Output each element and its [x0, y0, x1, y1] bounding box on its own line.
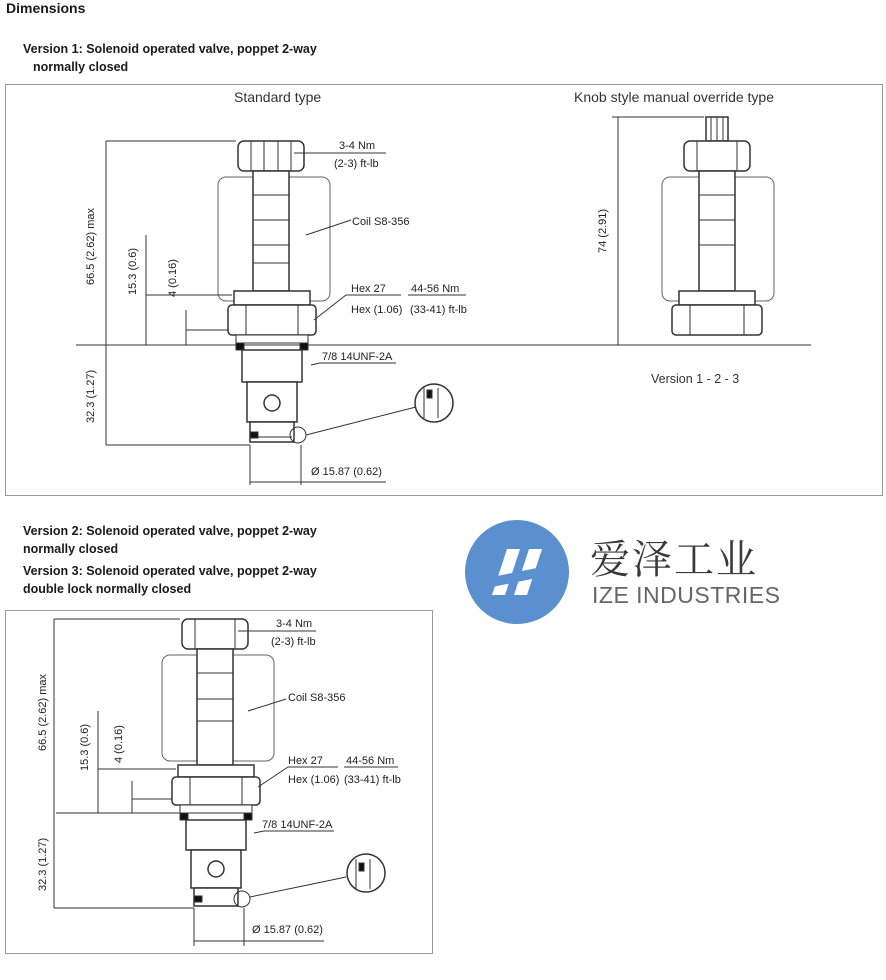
label-dia: Ø 15.87 (0.62) [311, 466, 382, 478]
brand-chinese: 爱泽工业 [590, 537, 758, 583]
p2-label-thread: 7/8 14UNF-2A [262, 819, 333, 831]
section2-heading [23, 522, 317, 598]
p2-label-torque-top: 3-4 Nm [276, 618, 313, 630]
label-dim-74: 74 (2.91) [597, 208, 609, 253]
label-torque-hex: 44-56 Nm [411, 283, 460, 295]
p2-label-torque-hex: 44-56 Nm [346, 755, 395, 767]
caption-standard-type: Standard type [234, 89, 322, 105]
p2-label-torque-top-ft: (2-3) ft-lb [271, 636, 316, 648]
label-dim-4: 4 (0.16) [167, 259, 179, 297]
section1-heading [23, 40, 317, 76]
valve-diagram-version2-3 [6, 611, 432, 953]
section2-v2-line1: Version 2: Solenoid operated valve, poppet 2-way [23, 524, 317, 538]
brand-logo-icon [462, 517, 572, 627]
brand-logo [462, 517, 572, 627]
valve-diagram-version1 [6, 85, 882, 495]
brand-english: IZE INDUSTRIES [592, 582, 781, 608]
diagram-panel-version2-3 [5, 610, 433, 954]
p2-label-torque-hex-ft: (33-41) ft-lb [344, 774, 401, 786]
label-hex-in: Hex (1.06) [351, 304, 403, 316]
p2-label-dim-32: 32.3 (1.27) [37, 837, 49, 891]
label-torque-top: 3-4 Nm [339, 140, 376, 152]
section2-v3-line1: Version 3: Solenoid operated valve, poppet 2-way [23, 564, 317, 578]
p2-label-dim-max: 66.5 (2.62) max [37, 673, 49, 751]
section2-v2-line2: normally closed [23, 542, 119, 556]
section1-heading-line1: Version 1: Solenoid operated valve, poppet 2-way [23, 42, 317, 56]
diagram-panel-version1 [5, 84, 883, 496]
p2-label-hex: Hex 27 [288, 755, 323, 767]
p2-label-dim-4: 4 (0.16) [113, 725, 125, 763]
label-coil: Coil S8-356 [352, 216, 410, 228]
p2-label-hex-in: Hex (1.06) [288, 774, 340, 786]
caption-knob-type: Knob style manual override type [574, 89, 774, 105]
p2-label-dia: Ø 15.87 (0.62) [252, 924, 323, 936]
label-dim-32: 32.3 (1.27) [85, 369, 97, 423]
p2-label-coil: Coil S8-356 [288, 692, 346, 704]
page-title: Dimensions [6, 0, 86, 16]
label-thread: 7/8 14UNF-2A [322, 351, 393, 363]
versions-note: Version 1 - 2 - 3 [651, 372, 740, 386]
p2-label-dim-15: 15.3 (0.6) [79, 723, 91, 771]
section2-v3-line2: double lock normally closed [23, 582, 192, 596]
section1-heading-line2: normally closed [33, 60, 129, 74]
label-dim-max: 66.5 (2.62) max [85, 207, 97, 285]
label-torque-hex-ft: (33-41) ft-lb [410, 304, 467, 316]
label-hex: Hex 27 [351, 283, 386, 295]
label-dim-15: 15.3 (0.6) [127, 247, 139, 295]
label-torque-top-ft: (2-3) ft-lb [334, 158, 379, 170]
